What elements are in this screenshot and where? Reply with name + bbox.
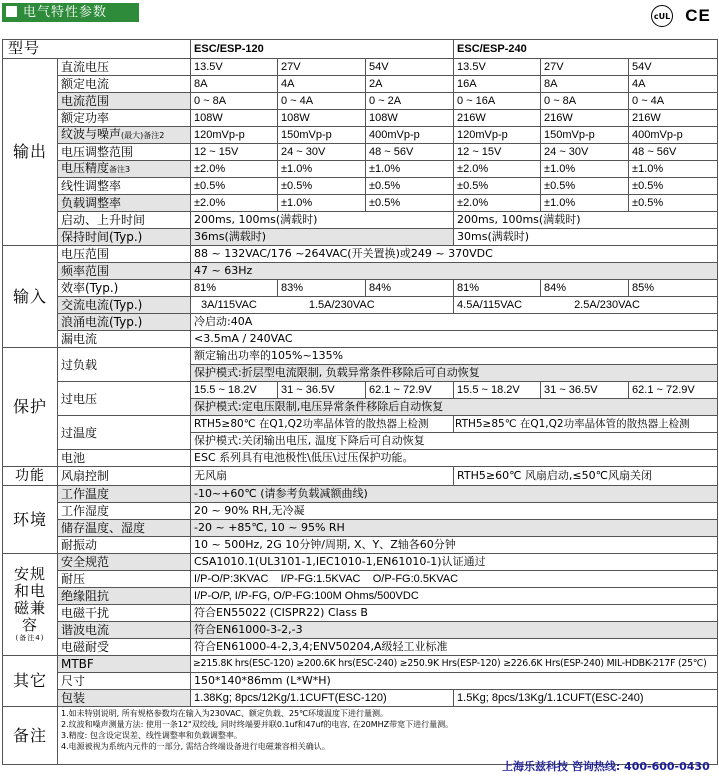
table-row: [3, 639, 718, 656]
row-label: 工作湿度: [58, 503, 191, 520]
row-label: 电流范围: [58, 93, 191, 110]
table-row: [3, 416, 718, 433]
row-label: 交流电流(Typ.): [58, 297, 191, 314]
cell: 符合EN55022 (CISPR22) Class B: [191, 605, 718, 622]
cell: 54V: [629, 59, 718, 76]
row-label: 耐压: [58, 571, 191, 588]
cell: 81%: [191, 280, 278, 297]
row-label: 风扇控制: [58, 467, 191, 486]
notes-row: [3, 707, 718, 765]
table-row: [3, 520, 718, 537]
cell: ±2.0%: [454, 195, 541, 212]
row-label: 安全规范: [58, 554, 191, 571]
ce-certification-icon: CE: [685, 6, 711, 25]
cell: 48 ~ 56V: [366, 144, 454, 161]
section-title: 电气特性参数: [23, 5, 108, 20]
cell: 24 ~ 30V: [278, 144, 366, 161]
cell: 108W: [278, 110, 366, 127]
cell: 4.5A/115VAC 2.5A/230VAC: [454, 297, 718, 314]
table-row: [3, 144, 718, 161]
row-label: 过负载: [58, 348, 191, 382]
cell: -20 ~ +85℃, 10 ~ 95% RH: [191, 520, 718, 537]
cell: ±1.0%: [541, 161, 629, 178]
row-label: 额定电流: [58, 76, 191, 93]
cell: 冷启动:40A: [191, 314, 718, 331]
cell: ±2.0%: [191, 195, 278, 212]
cell: 0 ~ 16A: [454, 93, 541, 110]
cell: ESC 系列具有电池极性\低压\过压保护功能。: [191, 450, 718, 467]
cell: 1.5Kg; 8pcs/13Kg/1.1CUFT(ESC-240): [454, 690, 718, 707]
row-label: 电压精度备注3: [58, 161, 191, 178]
table-row: [3, 622, 718, 639]
cell: 62.1 ~ 72.9V: [366, 382, 454, 399]
cell: 保护模式:定电压限制,电压异常条件移除后自动恢复: [191, 399, 718, 416]
table-row: [3, 110, 718, 127]
cell: 30ms(满载时): [454, 229, 718, 246]
cell: -10~+60℃ (请参考负载减额曲线): [191, 486, 718, 503]
cell: 4A: [629, 76, 718, 93]
cell: 31 ~ 36.5V: [278, 382, 366, 399]
category-environment: 环境: [3, 486, 58, 554]
table-row: [3, 605, 718, 622]
spec-table: [2, 39, 718, 765]
row-label: 包装: [58, 690, 191, 707]
table-row: [3, 673, 718, 690]
category-notes: 备注: [3, 707, 58, 765]
cell: <3.5mA / 240VAC: [191, 331, 718, 348]
cell: 保护模式:关闭输出电压, 温度下降后可自动恢复: [191, 433, 718, 450]
cell: 216W: [454, 110, 541, 127]
row-label: 负载调整率: [58, 195, 191, 212]
table-row: [3, 280, 718, 297]
cell: ±0.5%: [454, 178, 541, 195]
model-b: ESC/ESP-240: [454, 40, 718, 59]
table-row: [3, 59, 718, 76]
cell: 0 ~ 4A: [629, 93, 718, 110]
cell: CSA1010.1(UL3101-1,IEC1010-1,EN61010-1)认证通过: [191, 554, 718, 571]
row-label: 耐振动: [58, 537, 191, 554]
category-safety: 安规和电磁兼容 (备注4): [3, 554, 58, 656]
category-function: 功能: [3, 467, 58, 486]
table-row: [3, 537, 718, 554]
cell: ±0.5%: [629, 195, 718, 212]
cell: 20 ~ 90% RH,无冷凝: [191, 503, 718, 520]
table-row: [3, 554, 718, 571]
cell: ±1.0%: [366, 161, 454, 178]
cell: RTH5≥80℃ 在Q1,Q2功率晶体管的散热器上检测: [191, 416, 454, 433]
cell: 13.5V: [191, 59, 278, 76]
cell: 0 ~ 8A: [541, 93, 629, 110]
cell: ±0.5%: [541, 178, 629, 195]
row-label: 电压调整范围: [58, 144, 191, 161]
cell: 0 ~ 2A: [366, 93, 454, 110]
cell: ±0.5%: [191, 178, 278, 195]
row-label: 过电压: [58, 382, 191, 416]
cell: ≥215.8K hrs(ESC-120) ≥200.6K hrs(ESC-240) ≥250.9K Hrs(ESP-120) ≥226.6K Hrs(ESP-240) MIL-HDBK-217F (25℃): [191, 656, 718, 673]
cell: 81%: [454, 280, 541, 297]
cell: 36ms(满载时): [191, 229, 454, 246]
category-output: 输出: [3, 59, 58, 246]
cell: 符合EN61000-4-2,3,4;ENV50204,A级轻工业标准: [191, 639, 718, 656]
table-row: [3, 263, 718, 280]
cell: 120mVp-p: [454, 127, 541, 144]
cell: 108W: [366, 110, 454, 127]
cell: 47 ~ 63Hz: [191, 263, 718, 280]
cell: 400mVp-p: [366, 127, 454, 144]
row-label: 保持时间(Typ.): [58, 229, 191, 246]
cell: 400mVp-p: [629, 127, 718, 144]
row-label: 谐波电流: [58, 622, 191, 639]
table-row: [3, 76, 718, 93]
row-label: 线性调整率: [58, 178, 191, 195]
table-row: [3, 450, 718, 467]
row-label: 电磁耐受: [58, 639, 191, 656]
cell: I/P-O/P:3KVAC I/P-FG:1.5KVAC O/P-FG:0.5KVAC: [191, 571, 718, 588]
notes-list: [58, 707, 718, 765]
cell: 2A: [366, 76, 454, 93]
cell: 48 ~ 56V: [629, 144, 718, 161]
table-row: [3, 178, 718, 195]
table-row: [3, 93, 718, 110]
cell: 216W: [629, 110, 718, 127]
note-item: 1.如未特别说明, 所有规格参数均在输入为230VAC、额定负载、25℃环境温度下进行量测。: [61, 709, 389, 718]
table-row: [3, 212, 718, 229]
model-row: [3, 40, 718, 59]
row-label: 绝缘阻抗: [58, 588, 191, 605]
cell: ±1.0%: [278, 195, 366, 212]
cell: ±0.5%: [278, 178, 366, 195]
row-label: 直流电压: [58, 59, 191, 76]
cell: 13.5V: [454, 59, 541, 76]
cell: 88 ~ 132VAC/176 ~264VAC(开关置换)或249 ~ 370VDC: [191, 246, 718, 263]
table-row: [3, 571, 718, 588]
cell: 216W: [541, 110, 629, 127]
category-protection: 保护: [3, 348, 58, 467]
row-label: 储存温度、湿度: [58, 520, 191, 537]
row-label: 启动、上升时间: [58, 212, 191, 229]
row-label: 过温度: [58, 416, 191, 450]
note-item: 4.电源被视为系统内元件的一部分, 需结合终端设备进行电磁兼容相关确认。: [61, 742, 330, 751]
model-label: 型号: [3, 40, 191, 59]
cell: 31 ~ 36.5V: [541, 382, 629, 399]
square-icon: [6, 6, 17, 17]
row-label: 效率(Typ.): [58, 280, 191, 297]
cell: 0 ~ 8A: [191, 93, 278, 110]
cell: ±1.0%: [541, 195, 629, 212]
cell: RTH5≥60℃ 风扇启动,≤50℃风扇关闭: [454, 467, 718, 486]
table-row: [3, 348, 718, 365]
cell: ±1.0%: [278, 161, 366, 178]
cell: 27V: [278, 59, 366, 76]
cell: ±2.0%: [191, 161, 278, 178]
table-row: [3, 246, 718, 263]
note-item: 2.纹波和噪声测量方法: 使用一条12"双绞线, 同时终端要并联0.1uf和47uf的电容, 在20MHZ带宽下进行量测。: [61, 720, 454, 729]
row-label: 频率范围: [58, 263, 191, 280]
hotline: 上海乐兹科技 咨询热线: 400-600-0430: [502, 760, 710, 773]
cell: 150mVp-p: [541, 127, 629, 144]
table-row: [3, 486, 718, 503]
cell: 84%: [541, 280, 629, 297]
cell: 54V: [366, 59, 454, 76]
cell: 8A: [191, 76, 278, 93]
row-label: MTBF: [58, 656, 191, 673]
table-row: [3, 503, 718, 520]
cul-certification-icon: cUL: [651, 5, 673, 27]
cell: 12 ~ 15V: [454, 144, 541, 161]
table-row: [3, 195, 718, 212]
cell: I/P-O/P, I/P-FG, O/P-FG:100M Ohms/500VDC: [191, 588, 718, 605]
cell: 150*140*86mm (L*W*H): [191, 673, 718, 690]
cell: 额定输出功率的105%~135%: [191, 348, 718, 365]
category-input: 输入: [3, 246, 58, 348]
cell: 120mVp-p: [191, 127, 278, 144]
row-label: 电磁干扰: [58, 605, 191, 622]
table-row: [3, 382, 718, 399]
category-others: 其它: [3, 656, 58, 707]
table-row: [3, 229, 718, 246]
cell: RTH5≥85℃ 在Q1,Q2功率晶体管的散热器上检测: [454, 416, 718, 433]
cell: 10 ~ 500Hz, 2G 10分钟/周期, X、Y、Z轴各60分钟: [191, 537, 718, 554]
cell: 200ms, 100ms(满载时): [191, 212, 454, 229]
cell: 12 ~ 15V: [191, 144, 278, 161]
row-label: 工作温度: [58, 486, 191, 503]
cell: ±1.0%: [629, 161, 718, 178]
row-label: 电池: [58, 450, 191, 467]
cell: ±0.5%: [629, 178, 718, 195]
cell: 符合EN61000-3-2,-3: [191, 622, 718, 639]
cell: 85%: [629, 280, 718, 297]
cell: 84%: [366, 280, 454, 297]
model-a: ESC/ESP-120: [191, 40, 454, 59]
cell: 24 ~ 30V: [541, 144, 629, 161]
note-ref: (备注4): [15, 634, 45, 642]
cell: 150mVp-p: [278, 127, 366, 144]
cell: 62.1 ~ 72.9V: [629, 382, 718, 399]
cell: 15.5 ~ 18.2V: [191, 382, 278, 399]
table-row: [3, 161, 718, 178]
table-row: [3, 314, 718, 331]
table-row: [3, 467, 718, 486]
cell: 1.38Kg; 8pcs/12Kg/1.1CUFT(ESC-120): [191, 690, 454, 707]
row-label: 浪涌电流(Typ.): [58, 314, 191, 331]
cell: 15.5 ~ 18.2V: [454, 382, 541, 399]
cell: 0 ~ 4A: [278, 93, 366, 110]
cell: 8A: [541, 76, 629, 93]
table-row: [3, 588, 718, 605]
cell: 108W: [191, 110, 278, 127]
table-row: [3, 331, 718, 348]
cell: 16A: [454, 76, 541, 93]
table-row: [3, 127, 718, 144]
cell: 4A: [278, 76, 366, 93]
row-label: 电压范围: [58, 246, 191, 263]
row-label: 漏电流: [58, 331, 191, 348]
cell: ±0.5%: [366, 195, 454, 212]
cell: 27V: [541, 59, 629, 76]
cell: ±2.0%: [454, 161, 541, 178]
note-item: 3.精度: 包含设定误差、线性调整率和负载调整率。: [61, 731, 242, 740]
section-header: [2, 3, 139, 22]
table-row: [3, 690, 718, 707]
cell: 保护模式:折层型电流限制, 负载异常条件移除后可自动恢复: [191, 365, 718, 382]
cell: 无风扇: [191, 467, 454, 486]
table-row: [3, 656, 718, 673]
cell: 3A/115VAC 1.5A/230VAC: [191, 297, 454, 314]
row-label: 额定功率: [58, 110, 191, 127]
row-label: 尺寸: [58, 673, 191, 690]
cell: 200ms, 100ms(满载时): [454, 212, 718, 229]
cell: 83%: [278, 280, 366, 297]
table-row: [3, 297, 718, 314]
row-label: 纹波与噪声(最大)备注2: [58, 127, 191, 144]
cell: ±0.5%: [366, 178, 454, 195]
note-ref: (最大)备注2: [121, 131, 165, 140]
note-ref: 备注3: [109, 165, 131, 174]
